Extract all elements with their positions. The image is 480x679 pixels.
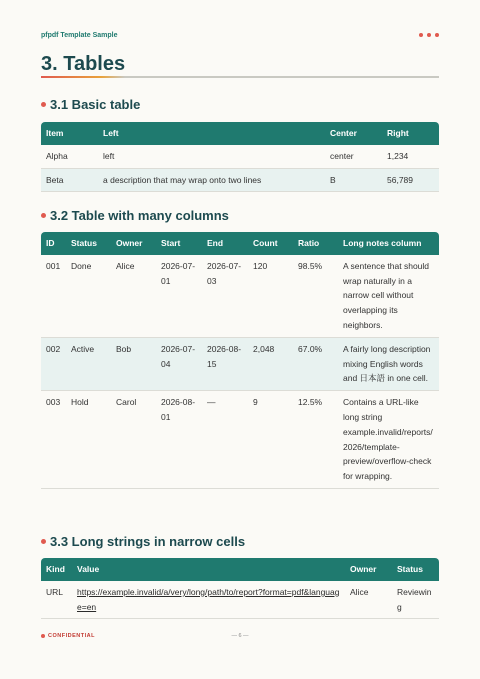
column-header: Long notes column xyxy=(338,232,439,255)
table-cell: 2026-08-15 xyxy=(202,338,248,391)
section-title: 3. Tables xyxy=(41,53,126,75)
page-number: — 6 — xyxy=(231,633,249,639)
table-cell: a description that may wrap onto two lines xyxy=(98,169,325,193)
dot-icon xyxy=(419,33,423,37)
table-cell: center xyxy=(325,145,382,169)
column-header: Item xyxy=(41,122,98,145)
column-header: Left xyxy=(98,122,325,145)
table-cell: 003 xyxy=(41,391,66,489)
table-cell: 9 xyxy=(248,391,293,489)
url-link[interactable]: https://example.invalid/a/very/long/path/to/report?format=pdf&language=en xyxy=(77,586,340,612)
dot-icon xyxy=(427,33,431,37)
table-cell: 2026-08-01 xyxy=(156,391,202,489)
table-header-row xyxy=(41,122,439,145)
subsection-heading-text: 3.3 Long strings in narrow cells xyxy=(50,534,246,549)
table-cell: 1,234 xyxy=(382,145,439,169)
page-header xyxy=(41,29,439,41)
column-header: Owner xyxy=(345,558,392,581)
subsection-heading-narrow xyxy=(41,534,245,549)
table-cell: 12.5% xyxy=(293,391,338,489)
table-cell: URL xyxy=(41,581,72,620)
column-header: Owner xyxy=(111,232,156,255)
decorative-dots xyxy=(419,33,439,37)
table-row xyxy=(41,255,439,338)
table-cell: Active xyxy=(66,338,111,391)
table-cell xyxy=(72,581,345,620)
table-cell: Alice xyxy=(111,255,156,338)
subsection-heading-text: 3.1 Basic table xyxy=(50,97,141,112)
table-cell: Alpha xyxy=(41,145,98,169)
many-columns-table xyxy=(41,232,439,489)
table-header-row xyxy=(41,232,439,255)
table-cell: 2026-07-01 xyxy=(156,255,202,338)
column-header: Kind xyxy=(41,558,72,581)
column-header: Value xyxy=(72,558,345,581)
basic-table xyxy=(41,122,439,192)
table-cell: Bob xyxy=(111,338,156,391)
table-cell: 56,789 xyxy=(382,169,439,193)
subsection-heading-many xyxy=(41,208,229,223)
table-cell: left xyxy=(98,145,325,169)
column-header: End xyxy=(202,232,248,255)
table-cell: 2026-07-04 xyxy=(156,338,202,391)
subsection-heading-text: 3.2 Table with many columns xyxy=(50,208,229,223)
table-cell: — xyxy=(202,391,248,489)
table-header-row xyxy=(41,558,439,581)
table-cell: 002 xyxy=(41,338,66,391)
column-header: Ratio xyxy=(293,232,338,255)
table-row xyxy=(41,581,439,620)
table-cell: Carol xyxy=(111,391,156,489)
page-footer xyxy=(41,633,439,643)
narrow-cells-table xyxy=(41,558,439,619)
table-cell: B xyxy=(325,169,382,193)
table-cell: Hold xyxy=(66,391,111,489)
table-cell: Done xyxy=(66,255,111,338)
table-cell: 67.0% xyxy=(293,338,338,391)
column-header: Right xyxy=(382,122,439,145)
bullet-icon xyxy=(41,539,46,544)
table-cell: Beta xyxy=(41,169,98,193)
table-cell: A sentence that should wrap naturally in a narrow cell without overlapping its neighbors. xyxy=(338,255,439,338)
column-header: Status xyxy=(66,232,111,255)
column-header: Start xyxy=(156,232,202,255)
column-header: ID xyxy=(41,232,66,255)
column-header: Status xyxy=(392,558,439,581)
dot-icon xyxy=(435,33,439,37)
confidential-text: CONFIDENTIAL xyxy=(48,633,95,639)
table-cell: Contains a URL-like long string example.invalid/reports/2026/template-preview/overflow-check for wrapping. xyxy=(338,391,439,489)
table-cell: 120 xyxy=(248,255,293,338)
column-header: Count xyxy=(248,232,293,255)
table-cell: 98.5% xyxy=(293,255,338,338)
table-row xyxy=(41,145,439,169)
table-cell: Reviewing xyxy=(392,581,439,620)
table-cell: A fairly long description mixing English words and 日本語 in one cell. xyxy=(338,338,439,391)
table-cell: Alice xyxy=(345,581,392,620)
section-title-rule xyxy=(41,76,439,78)
bullet-icon xyxy=(41,213,46,218)
table-row xyxy=(41,169,439,193)
document-title: pfpdf Template Sample xyxy=(41,31,118,39)
bullet-icon xyxy=(41,102,46,107)
column-header: Center xyxy=(325,122,382,145)
table-cell: 001 xyxy=(41,255,66,338)
table-cell: 2026-07-03 xyxy=(202,255,248,338)
table-row xyxy=(41,338,439,391)
table-row xyxy=(41,391,439,489)
table-cell: 2,048 xyxy=(248,338,293,391)
subsection-heading-basic xyxy=(41,97,140,112)
